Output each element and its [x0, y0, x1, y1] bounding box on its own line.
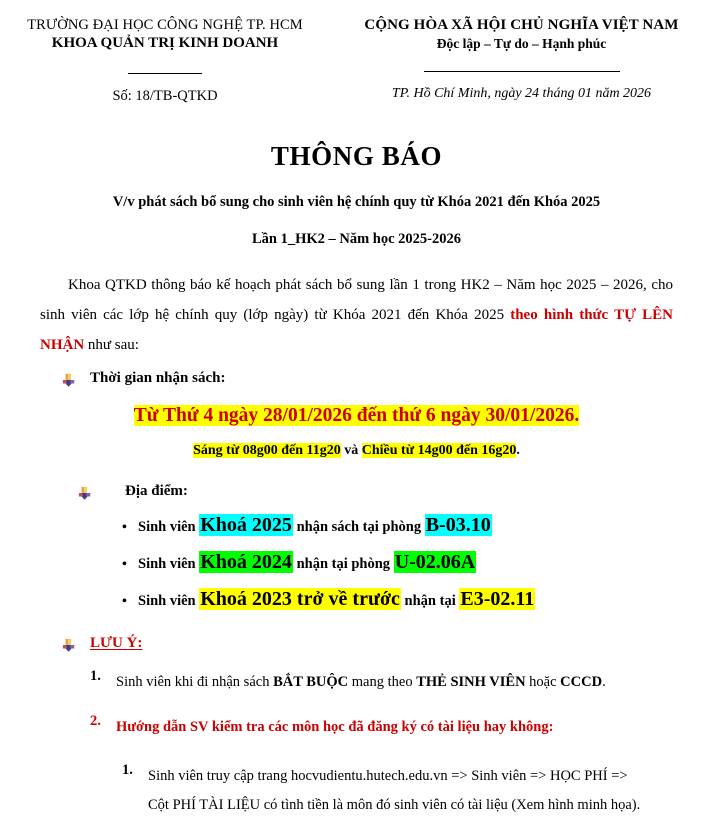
bullet-dot-icon: • — [122, 593, 127, 609]
note-sub-item-text: Sinh viên truy cập trang hocvudientu.hutech.edu.vn => Sinh viên => HỌC PHÍ => Cột PHÍ TÀI LIỆU có tình tiền là môn đó sinh viên có tài liệu (Xem hình minh họa). — [148, 767, 641, 813]
list-marker: 2. — [90, 712, 101, 729]
header-left-block — [0, 16, 330, 105]
location-row-text — [138, 551, 476, 574]
page-title: THÔNG BÁO — [270, 140, 443, 171]
location-row-text — [138, 514, 492, 537]
list-item — [90, 713, 713, 742]
bullet-dot-icon: • — [122, 556, 127, 572]
hours-line — [0, 443, 713, 459]
down-arrow-bullet-icon — [62, 638, 76, 652]
hours-afternoon: Chiều từ 14g00 đến 16g20 — [361, 442, 517, 458]
note1-bold2: THẺ SINH VIÊN — [416, 673, 526, 690]
note1-bold1: BẮT BUỘC — [273, 673, 349, 690]
intro-text-part1: Khoa QTKD thông báo kế hoạch phát sách bổ sung lần 1 trong HK2 – Năm học 2025 – 2026, cho sinh viên các lớp hệ chính quy (lớp ngày) từ Khóa 2021 đến Khóa 2025 — [40, 276, 673, 323]
list-item — [122, 551, 713, 574]
hours-period: . — [516, 442, 520, 458]
time-section-heading: Thời gian nhận sách: — [90, 369, 226, 386]
note1-part3: hoặc — [525, 673, 561, 690]
list-marker: 1. — [122, 761, 133, 778]
intro-text-emphasis: theo hình thức TỰ LÊN NHẬN — [40, 306, 673, 353]
national-motto: Độc lập – Tự do – Hạnh phúc — [436, 35, 607, 51]
hours-morning: Sáng từ 08g00 đến 11g20 — [193, 442, 341, 458]
cohort-label: Khoá 2025 — [200, 513, 292, 536]
title-block — [0, 141, 713, 248]
note1-bold3: CCCD — [560, 673, 603, 690]
title-subtitle-secondary: Lần 1_HK2 – Năm học 2025-2026 — [251, 230, 462, 247]
list-item — [90, 668, 713, 697]
location-list — [0, 514, 713, 611]
down-arrow-bullet-icon — [78, 486, 92, 500]
header-right-divider — [424, 71, 620, 72]
document-header — [0, 0, 713, 105]
room-label: E3-02.11 — [460, 587, 535, 610]
location-prefix: Sinh viên — [138, 592, 200, 609]
location-prefix: Sinh viên — [138, 518, 200, 535]
list-item — [122, 588, 713, 611]
notes-section-heading-row — [62, 635, 713, 652]
header-left-divider — [128, 73, 202, 74]
date-range-highlight — [0, 405, 713, 427]
cohort-label: Khoá 2024 — [200, 550, 292, 573]
intro-text-part2: như sau: — [84, 336, 139, 353]
intro-paragraph — [40, 270, 673, 360]
date-range-text: Từ Thứ 4 ngày 28/01/2026 đến thứ 6 ngày 30/01/2026. — [133, 404, 580, 426]
note1-part2: mang theo — [348, 673, 417, 690]
location-row-text — [138, 588, 535, 611]
faculty-name: KHOA QUẢN TRỊ KINH DOANH — [51, 35, 279, 52]
location-section-heading-row — [78, 483, 713, 500]
room-label: U-02.06A — [394, 550, 476, 573]
room-label: B-03.10 — [425, 513, 491, 536]
bullet-dot-icon: • — [122, 519, 127, 535]
location-middle: nhận tại — [400, 592, 460, 609]
document-number: Số: 18/TB-QTKD — [112, 87, 218, 104]
note1-part4: . — [602, 673, 606, 690]
time-section-heading-row — [62, 370, 713, 387]
note1-part1: Sinh viên khi đi nhận sách — [116, 673, 274, 690]
hours-conjunction: và — [340, 442, 362, 458]
location-middle: nhận sách tại phòng — [292, 518, 425, 535]
list-item — [122, 514, 713, 537]
down-arrow-bullet-icon — [62, 373, 76, 387]
notes-section-heading: LƯU Ý: — [90, 634, 143, 651]
list-marker: 1. — [90, 667, 101, 684]
header-right-block — [330, 16, 713, 105]
list-item — [122, 762, 713, 820]
national-title: CỘNG HÒA XÃ HỘI CHỦ NGHĨA VIỆT NAM — [364, 17, 679, 33]
cohort-label: Khoá 2023 trở về trước — [200, 587, 400, 610]
location-middle: nhận tại phòng — [292, 555, 394, 572]
location-prefix: Sinh viên — [138, 555, 200, 572]
title-subtitle: V/v phát sách bổ sung cho sinh viên hệ chính quy từ Khóa 2021 đến Khóa 2025 — [112, 193, 601, 210]
note-item-1-text — [116, 668, 606, 697]
location-section-heading: Địa điểm: — [125, 482, 188, 499]
university-name: TRƯỜNG ĐẠI HỌC CÔNG NGHỆ TP. HCM — [27, 17, 303, 33]
place-and-date: TP. Hồ Chí Minh, ngày 24 tháng 01 năm 2026 — [391, 86, 652, 102]
note-item-2-text: Hướng dẫn SV kiểm tra các môn học đã đăng ký có tài liệu hay không: — [116, 718, 554, 735]
